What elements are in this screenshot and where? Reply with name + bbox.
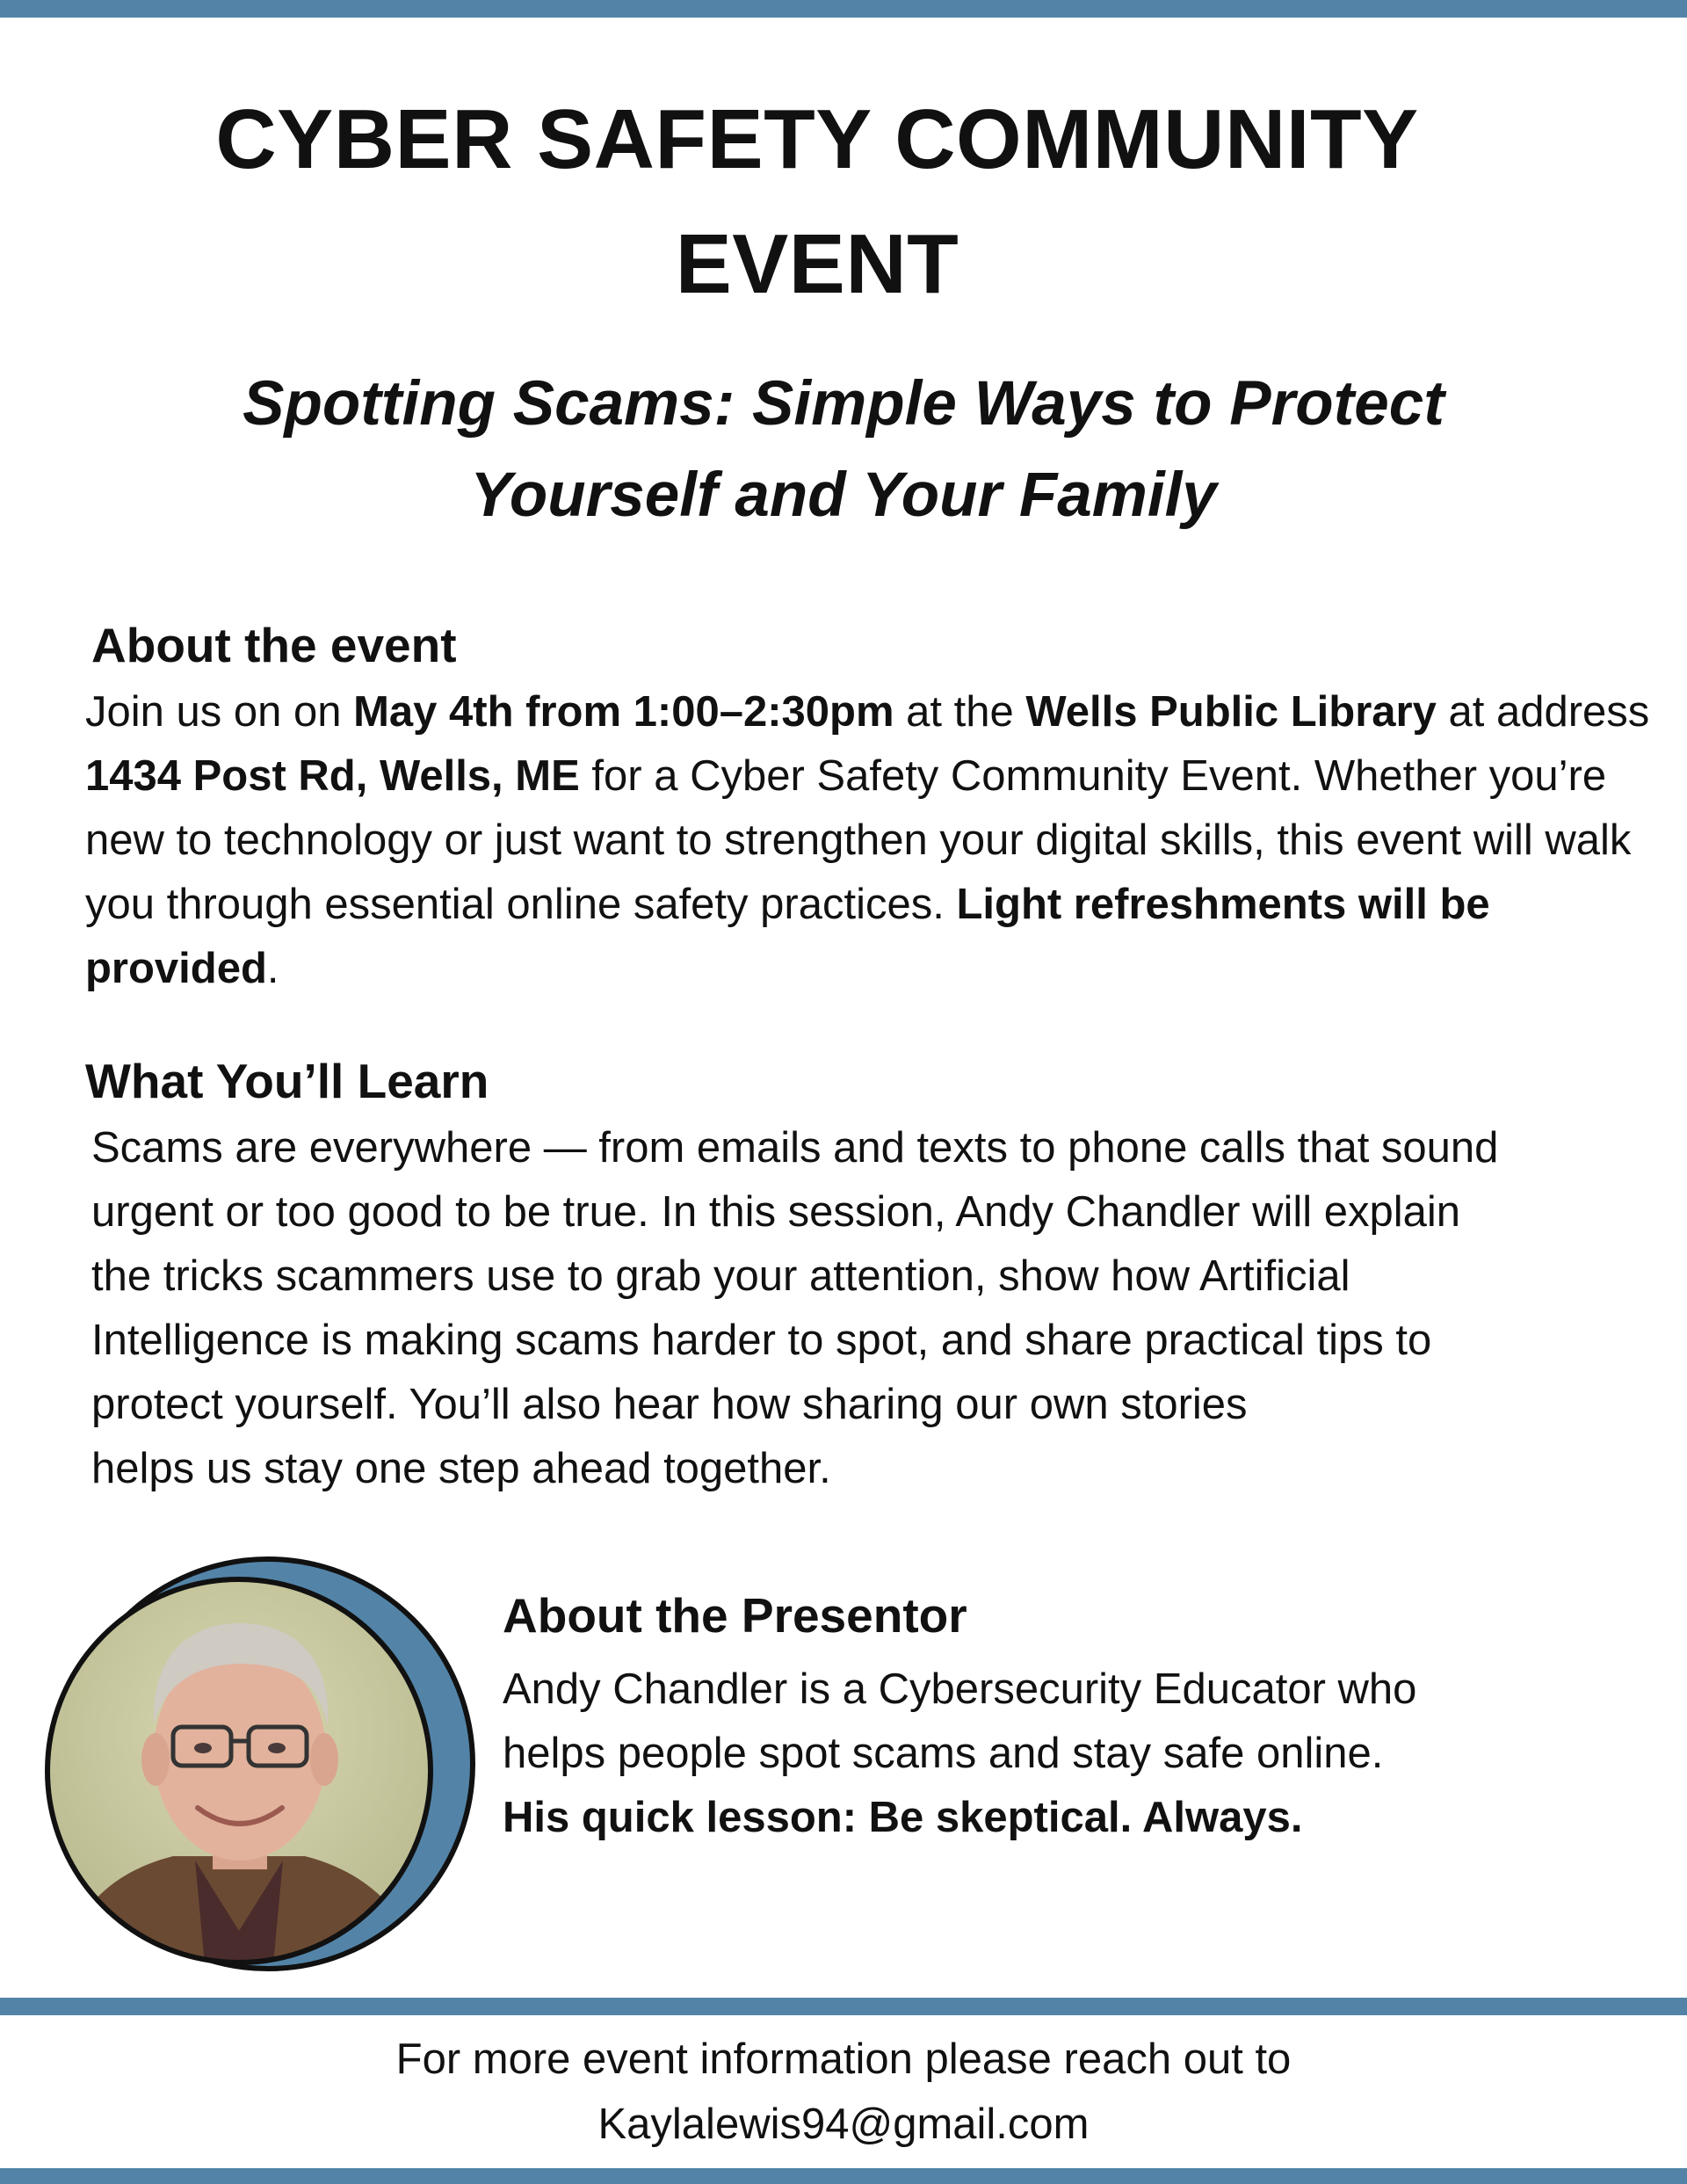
- event-title-line1: CYBER SAFETY COMMUNITY: [215, 92, 1419, 186]
- event-subtitle-line2: Yourself and Your Family: [470, 461, 1217, 530]
- presenter-text-line: Andy Chandler is a Cybersecurity Educator who: [503, 1665, 1417, 1713]
- about-text-part: for a Cyber Safety Community Event. Whether you’re new to technology or just want to strengthen your digital skills, this event will walk you through essential online safety practices.: [85, 752, 1632, 928]
- event-date-time: May 4th from 1:00–2:30pm: [353, 688, 894, 736]
- event-subtitle: [105, 359, 1582, 541]
- event-subtitle-line1: Spotting Scams: Simple Ways to Protect: [243, 369, 1444, 439]
- about-text-part: .: [266, 945, 279, 992]
- about-presenter-text: [503, 1658, 1645, 1850]
- event-title: [0, 77, 1634, 327]
- about-event-text: [85, 680, 1658, 1001]
- about-text-part: at address: [1436, 688, 1650, 736]
- contact-email: Kaylalewis94@gmail.com: [597, 2101, 1090, 2148]
- event-address: 1434 Post Rd, Wells, ME: [85, 752, 580, 800]
- presenter-portrait-image: [41, 1544, 481, 1984]
- presenter-text-line: helps people spot scams and stay safe online.: [503, 1730, 1384, 1777]
- presenter-quote: His quick lesson: Be skeptical. Always.: [503, 1794, 1303, 1841]
- event-title-line2: EVENT: [675, 217, 959, 311]
- what-youll-learn-text: [91, 1116, 1664, 1501]
- footer-contact-text: For more event information please reach out to: [395, 2035, 1292, 2083]
- event-venue: Wells Public Library: [1025, 688, 1437, 736]
- footer-accent-bar: [0, 1998, 1687, 2015]
- what-youll-learn-heading: What You’ll Learn: [85, 1054, 489, 1108]
- learn-text-line: the tricks scammers use to grab your attention, show how Artificial: [91, 1252, 1350, 1300]
- learn-text-line: protect yourself. You’ll also hear how sharing our own stories: [91, 1381, 1248, 1428]
- learn-text-line: urgent or too good to be true. In this session, Andy Chandler will explain: [91, 1188, 1461, 1236]
- bottom-accent-bar: [0, 2168, 1687, 2184]
- refreshments-note: Light refreshments will be provided: [85, 881, 1490, 992]
- learn-text-line: Scams are everywhere — from emails and texts to phone calls that sound: [91, 1124, 1499, 1172]
- about-presenter-heading: About the Presentor: [503, 1588, 967, 1643]
- about-text-part: at the: [894, 688, 1026, 736]
- about-event-heading: About the event: [91, 618, 457, 672]
- learn-text-line: helps us stay one step ahead together.: [91, 1445, 831, 1492]
- top-accent-bar: [0, 0, 1687, 18]
- learn-text-line: Intelligence is making scams harder to spot, and share practical tips to: [91, 1317, 1432, 1364]
- presenter-photo: [41, 1544, 481, 1984]
- footer-contact: [0, 2027, 1687, 2157]
- about-text-part: Join us on on: [85, 688, 354, 736]
